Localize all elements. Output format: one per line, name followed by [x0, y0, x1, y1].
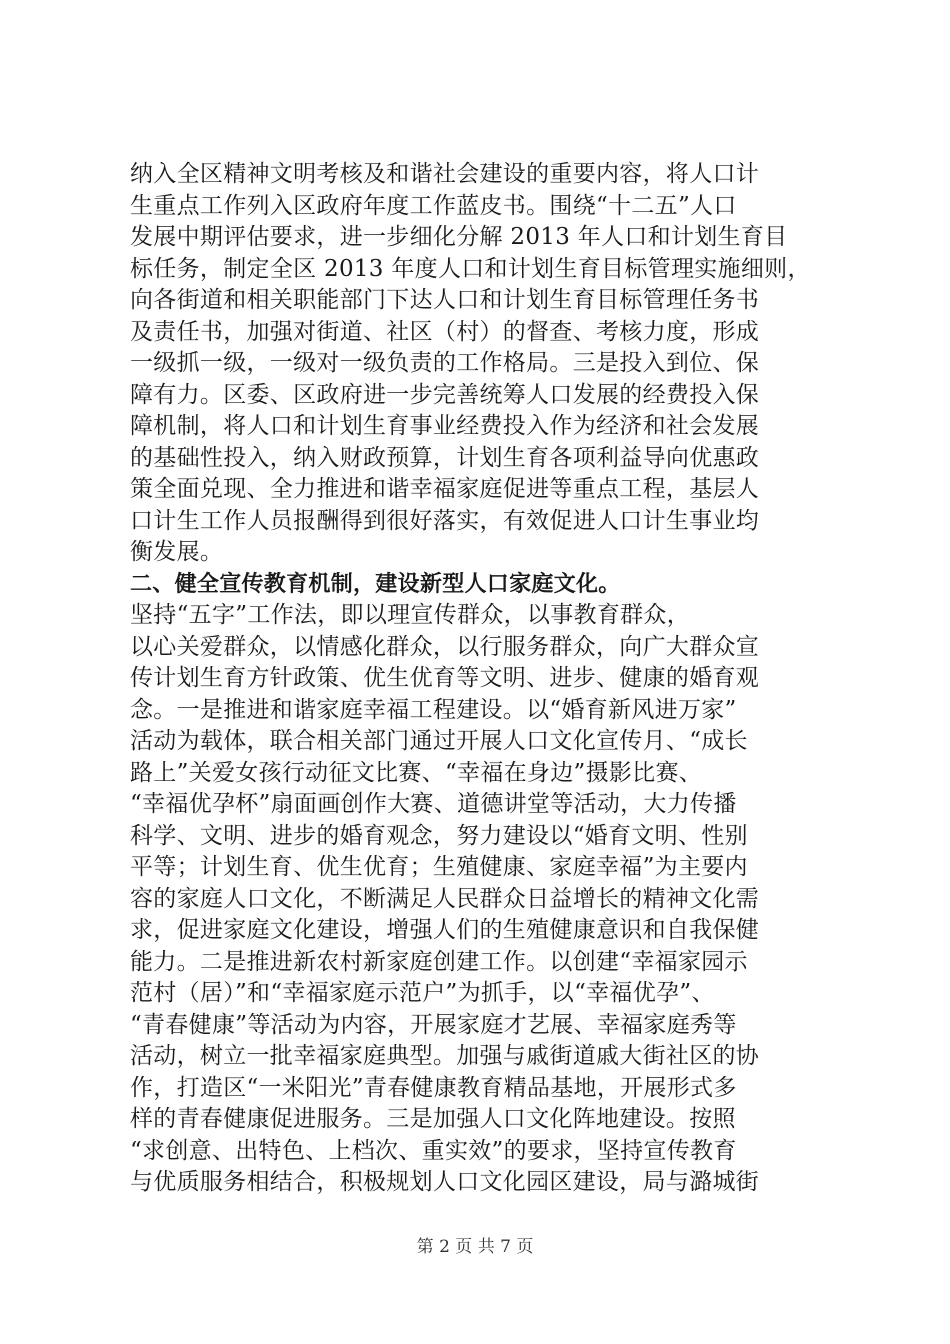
text-line: “求创意、出特色、上档次、重实效”的要求，坚持宣传教育: [130, 1137, 737, 1164]
text-line: 容的家庭人口文化，不断满足人民群众日益增长的精神文化需: [130, 885, 760, 912]
text-line: 活动为载体，联合相关部门通过开展人口文化宣传月、“成长: [130, 728, 748, 754]
page-footer: [0, 1232, 950, 1257]
text-line: 作，打造区“一米阳光”青春健康教育精品基地，开展形式多: [130, 1074, 737, 1101]
text-line: 坚持“五字”工作法，即以理宣传群众，以事教育群众，: [130, 602, 691, 628]
text-line: 与优质服务相结合，积极规划人口文化园区建设，局与潞城街: [130, 1169, 760, 1195]
text-line: 一级抓一级，一级对一级负责的工作格局。三是投入到位、保: [130, 350, 760, 376]
text-line: 以心关爱群众，以情感化群众，以行服务群众，向广大群众宣: [130, 633, 760, 660]
text-line: 衡发展。: [130, 539, 224, 565]
text-line: 传计划生育方针政策、优生优育等文明、进步、健康的婚育观: [130, 665, 760, 691]
text-line: 策全面兑现、全力推进和谐幸福家庭促进等重点工程，基层人: [130, 476, 760, 502]
text-line: 障机制，将人口和计划生育事业经费投入作为经济和社会发展: [130, 413, 760, 439]
text-line: “青春健康”等活动为内容，开展家庭才艺展、幸福家庭秀等: [130, 1011, 737, 1038]
text-line: 生重点工作列入区政府年度工作蓝皮书。围绕“十二五”人口: [130, 192, 737, 219]
text-line: 发展中期评估要求，进一步细化分解 2013 年人口和计划生育目: [130, 224, 788, 250]
text-line: 口计生工作人员报酬得到很好落实，有效促进人口计生事业均: [130, 507, 760, 534]
text-line: 向各街道和相关职能部门下达人口和计划生育目标管理任务书: [130, 287, 760, 313]
text-line: 范村（居）”和“幸福家庭示范户”为抓手，以“幸福优孕”、: [130, 980, 715, 1006]
body-text: [130, 159, 830, 1199]
text-line: 活动，树立一批幸福家庭典型。加强与戚街道戚大街社区的协: [130, 1043, 760, 1069]
text-line: 科学、文明、进步的婚育观念，努力建设以“婚育文明、性别: [130, 822, 748, 849]
text-line: 求，促进家庭文化建设，增强人们的生殖健康意识和自我保健: [130, 917, 760, 943]
text-line: 样的青春健康促进服务。三是加强人口文化阵地建设。按照: [130, 1106, 736, 1132]
text-line: “幸福优孕杯”扇面画创作大赛、道德讲堂等活动，大力传播: [130, 791, 737, 817]
page-number-label: 第 2 页 共 7 页: [416, 1237, 534, 1257]
text-line: 障有力。区委、区政府进一步完善统筹人口发展的经费投入保: [130, 381, 760, 408]
text-line: 标任务，制定全区 2013 年度人口和计划生育目标管理实施细则，: [130, 255, 811, 282]
text-line: 能力。二是推进新农村新家庭创建工作。以创建“幸福家园示: [130, 948, 748, 975]
text-line: 纳入全区精神文明考核及和谐社会建设的重要内容，将人口计: [130, 161, 760, 187]
text-line: 路上”关爱女孩行动征文比赛、“幸福在身边”摄影比赛、: [130, 759, 703, 786]
text-line: 念。一是推进和谐家庭幸福工程建设。以“婚育新风进万家”: [130, 696, 737, 723]
section-heading: 二、健全宣传教育机制，建设新型人口家庭文化。: [130, 571, 621, 597]
text-line: 及责任书，加强对街道、社区（村）的督查、考核力度，形成: [130, 318, 760, 345]
text-line: 的基础性投入，纳入财政预算，计划生育各项利益导向优惠政: [130, 444, 760, 471]
text-line: 平等；计划生育、优生优育；生殖健康、家庭幸福”为主要内: [130, 854, 748, 880]
